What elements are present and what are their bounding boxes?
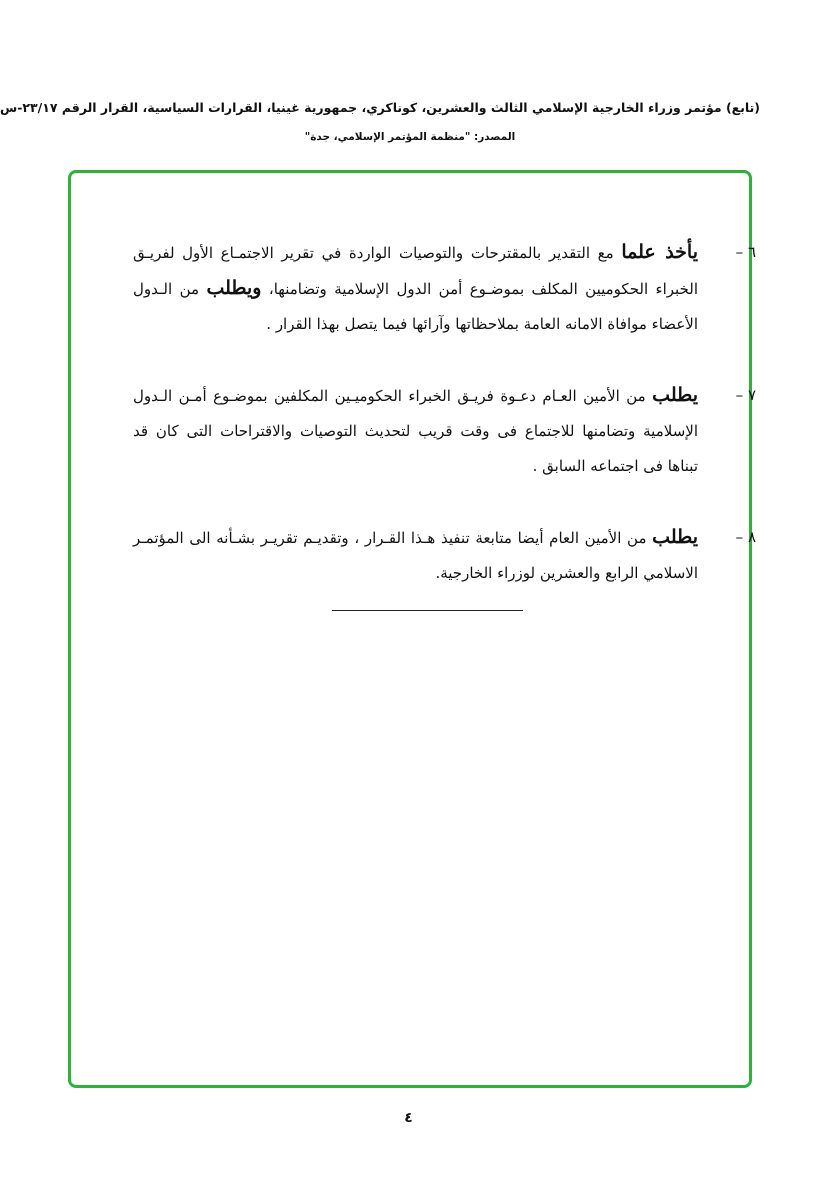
list-item (133, 520, 756, 591)
item-body: من الـدول الأعضاء موافاة الامانه العامة بملاحظاتها وآرائها فيما يتصل بهذا القرار . (133, 280, 698, 333)
item-keyword: يطلب (652, 526, 698, 548)
list-item (133, 235, 756, 342)
item-text (133, 520, 698, 591)
end-divider (332, 610, 523, 611)
item-body: مع التقدير بالمقترحات والتوصيات الواردة في تقرير الاجتمـاع الأول لفريـق الخبراء الحكوميين المكلف بموضـوع أمن الدول الإسلامية وتضامنها، (133, 244, 699, 298)
item-body: من الأمين العام أيضا متابعة تنفيذ هـذا القـرار ، وتقديـم تقريـر بشـأنه الى المؤتمـر الاسلامي الرابع والعشرين لوزراء الخارجية. (133, 529, 698, 582)
item-number: ٦ – (735, 243, 756, 261)
header-source: المصدر: "منظمة المؤتمر الإسلامي، جدة" (304, 131, 516, 143)
item-text (133, 378, 698, 484)
resolution-items (133, 235, 756, 627)
item-keyword: يأخذ علما (621, 241, 699, 263)
item-keyword: يطلب (652, 384, 698, 406)
item-number: ٧ – (735, 386, 756, 404)
item-body: من الأمين العـام دعـوة فريـق الخبراء الحكوميـين المكلفين بموضـوع أمـن الـدول الإسلامية وتضامنها للاجتماع فى وقت قريب لتحديث التوصيات والاقتراحات التى كان قد تبناها فى اجتماعه السابق . (133, 387, 698, 475)
header-title: (تابع) مؤتمر وزراء الخارجية الإسلامي الثالث والعشرين، كوناكري، جمهورية غينيا، القرارات السياسية، القرار الرقم ٢٣/١٧-س (0, 100, 760, 115)
page-number: ٤ (404, 1110, 413, 1126)
item-text (133, 235, 698, 342)
list-item (133, 378, 756, 484)
content-frame (68, 170, 756, 1088)
page-header (0, 98, 760, 146)
item-keyword: ويطلب (206, 277, 262, 299)
item-number: ٨ – (735, 528, 756, 546)
